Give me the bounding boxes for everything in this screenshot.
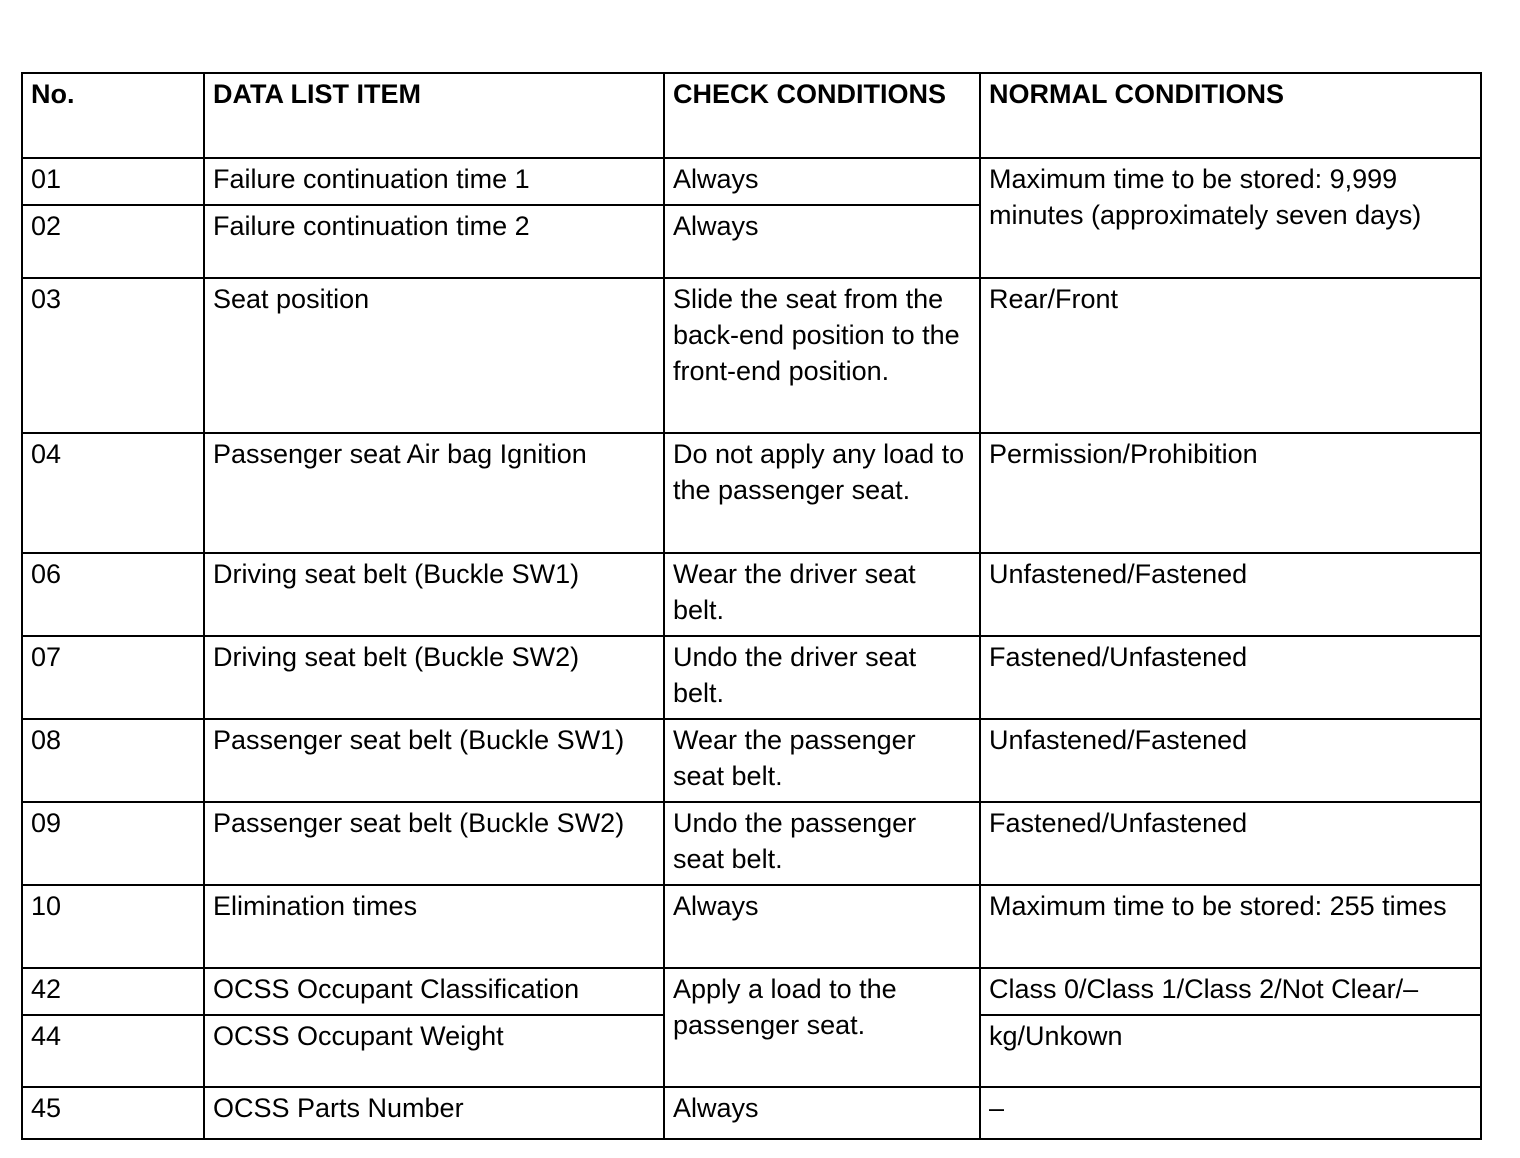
cell-normal: Maximum time to be stored: 255 times	[980, 885, 1481, 968]
cell-check: Always	[664, 885, 980, 968]
cell-normal: Class 0/Class 1/Class 2/Not Clear/–	[980, 968, 1481, 1015]
table-row	[22, 433, 1481, 553]
table-row	[22, 885, 1481, 968]
cell-no: 02	[22, 205, 204, 278]
cell-normal: –	[980, 1087, 1481, 1139]
table-row	[22, 802, 1481, 885]
cell-item: OCSS Parts Number	[204, 1087, 664, 1139]
cell-item: Driving seat belt (Buckle SW1)	[204, 553, 664, 636]
cell-normal: kg/Unkown	[980, 1015, 1481, 1087]
cell-item: Failure continuation time 1	[204, 158, 664, 205]
cell-check: Apply a load to the passenger seat.	[664, 968, 980, 1087]
cell-item: Seat position	[204, 278, 664, 433]
cell-normal: Unfastened/Fastened	[980, 719, 1481, 802]
cell-no: 44	[22, 1015, 204, 1087]
cell-item: Failure continuation time 2	[204, 205, 664, 278]
cell-no: 09	[22, 802, 204, 885]
cell-check: Undo the passenger seat belt.	[664, 802, 980, 885]
cell-check: Slide the seat from the back-end position to the front-end position.	[664, 278, 980, 433]
cell-check: Wear the driver seat belt.	[664, 553, 980, 636]
data-list-table	[21, 72, 1482, 1140]
cell-normal: Permission/Prohibition	[980, 433, 1481, 553]
cell-no: 42	[22, 968, 204, 1015]
table-row	[22, 158, 1481, 205]
cell-normal: Unfastened/Fastened	[980, 553, 1481, 636]
table-row	[22, 278, 1481, 433]
cell-item: Passenger seat belt (Buckle SW1)	[204, 719, 664, 802]
cell-check: Wear the passenger seat belt.	[664, 719, 980, 802]
header-check-conditions: CHECK CONDITIONS	[664, 73, 980, 158]
header-data-list-item: DATA LIST ITEM	[204, 73, 664, 158]
cell-normal: Fastened/Unfastened	[980, 802, 1481, 885]
table-row	[22, 968, 1481, 1015]
cell-no: 06	[22, 553, 204, 636]
cell-item: OCSS Occupant Classification	[204, 968, 664, 1015]
cell-no: 08	[22, 719, 204, 802]
cell-no: 03	[22, 278, 204, 433]
cell-no: 04	[22, 433, 204, 553]
cell-normal: Maximum time to be stored: 9,999 minutes (approximately seven days)	[980, 158, 1481, 278]
cell-check: Always	[664, 1087, 980, 1139]
cell-item: Elimination times	[204, 885, 664, 968]
cell-item: OCSS Occupant Weight	[204, 1015, 664, 1087]
cell-normal: Rear/Front	[980, 278, 1481, 433]
table-row	[22, 719, 1481, 802]
table-header-row	[22, 73, 1481, 158]
cell-no: 45	[22, 1087, 204, 1139]
cell-item: Passenger seat belt (Buckle SW2)	[204, 802, 664, 885]
cell-no: 10	[22, 885, 204, 968]
cell-check: Always	[664, 158, 980, 205]
cell-no: 01	[22, 158, 204, 205]
table-row	[22, 636, 1481, 719]
cell-check: Do not apply any load to the passenger seat.	[664, 433, 980, 553]
cell-check: Undo the driver seat belt.	[664, 636, 980, 719]
cell-item: Passenger seat Air bag Ignition	[204, 433, 664, 553]
cell-normal: Fastened/Unfastened	[980, 636, 1481, 719]
cell-no: 07	[22, 636, 204, 719]
table-row	[22, 1087, 1481, 1139]
cell-check: Always	[664, 205, 980, 278]
table-row	[22, 553, 1481, 636]
header-normal-conditions: NORMAL CONDITIONS	[980, 73, 1481, 158]
header-no: No.	[22, 73, 204, 158]
cell-item: Driving seat belt (Buckle SW2)	[204, 636, 664, 719]
